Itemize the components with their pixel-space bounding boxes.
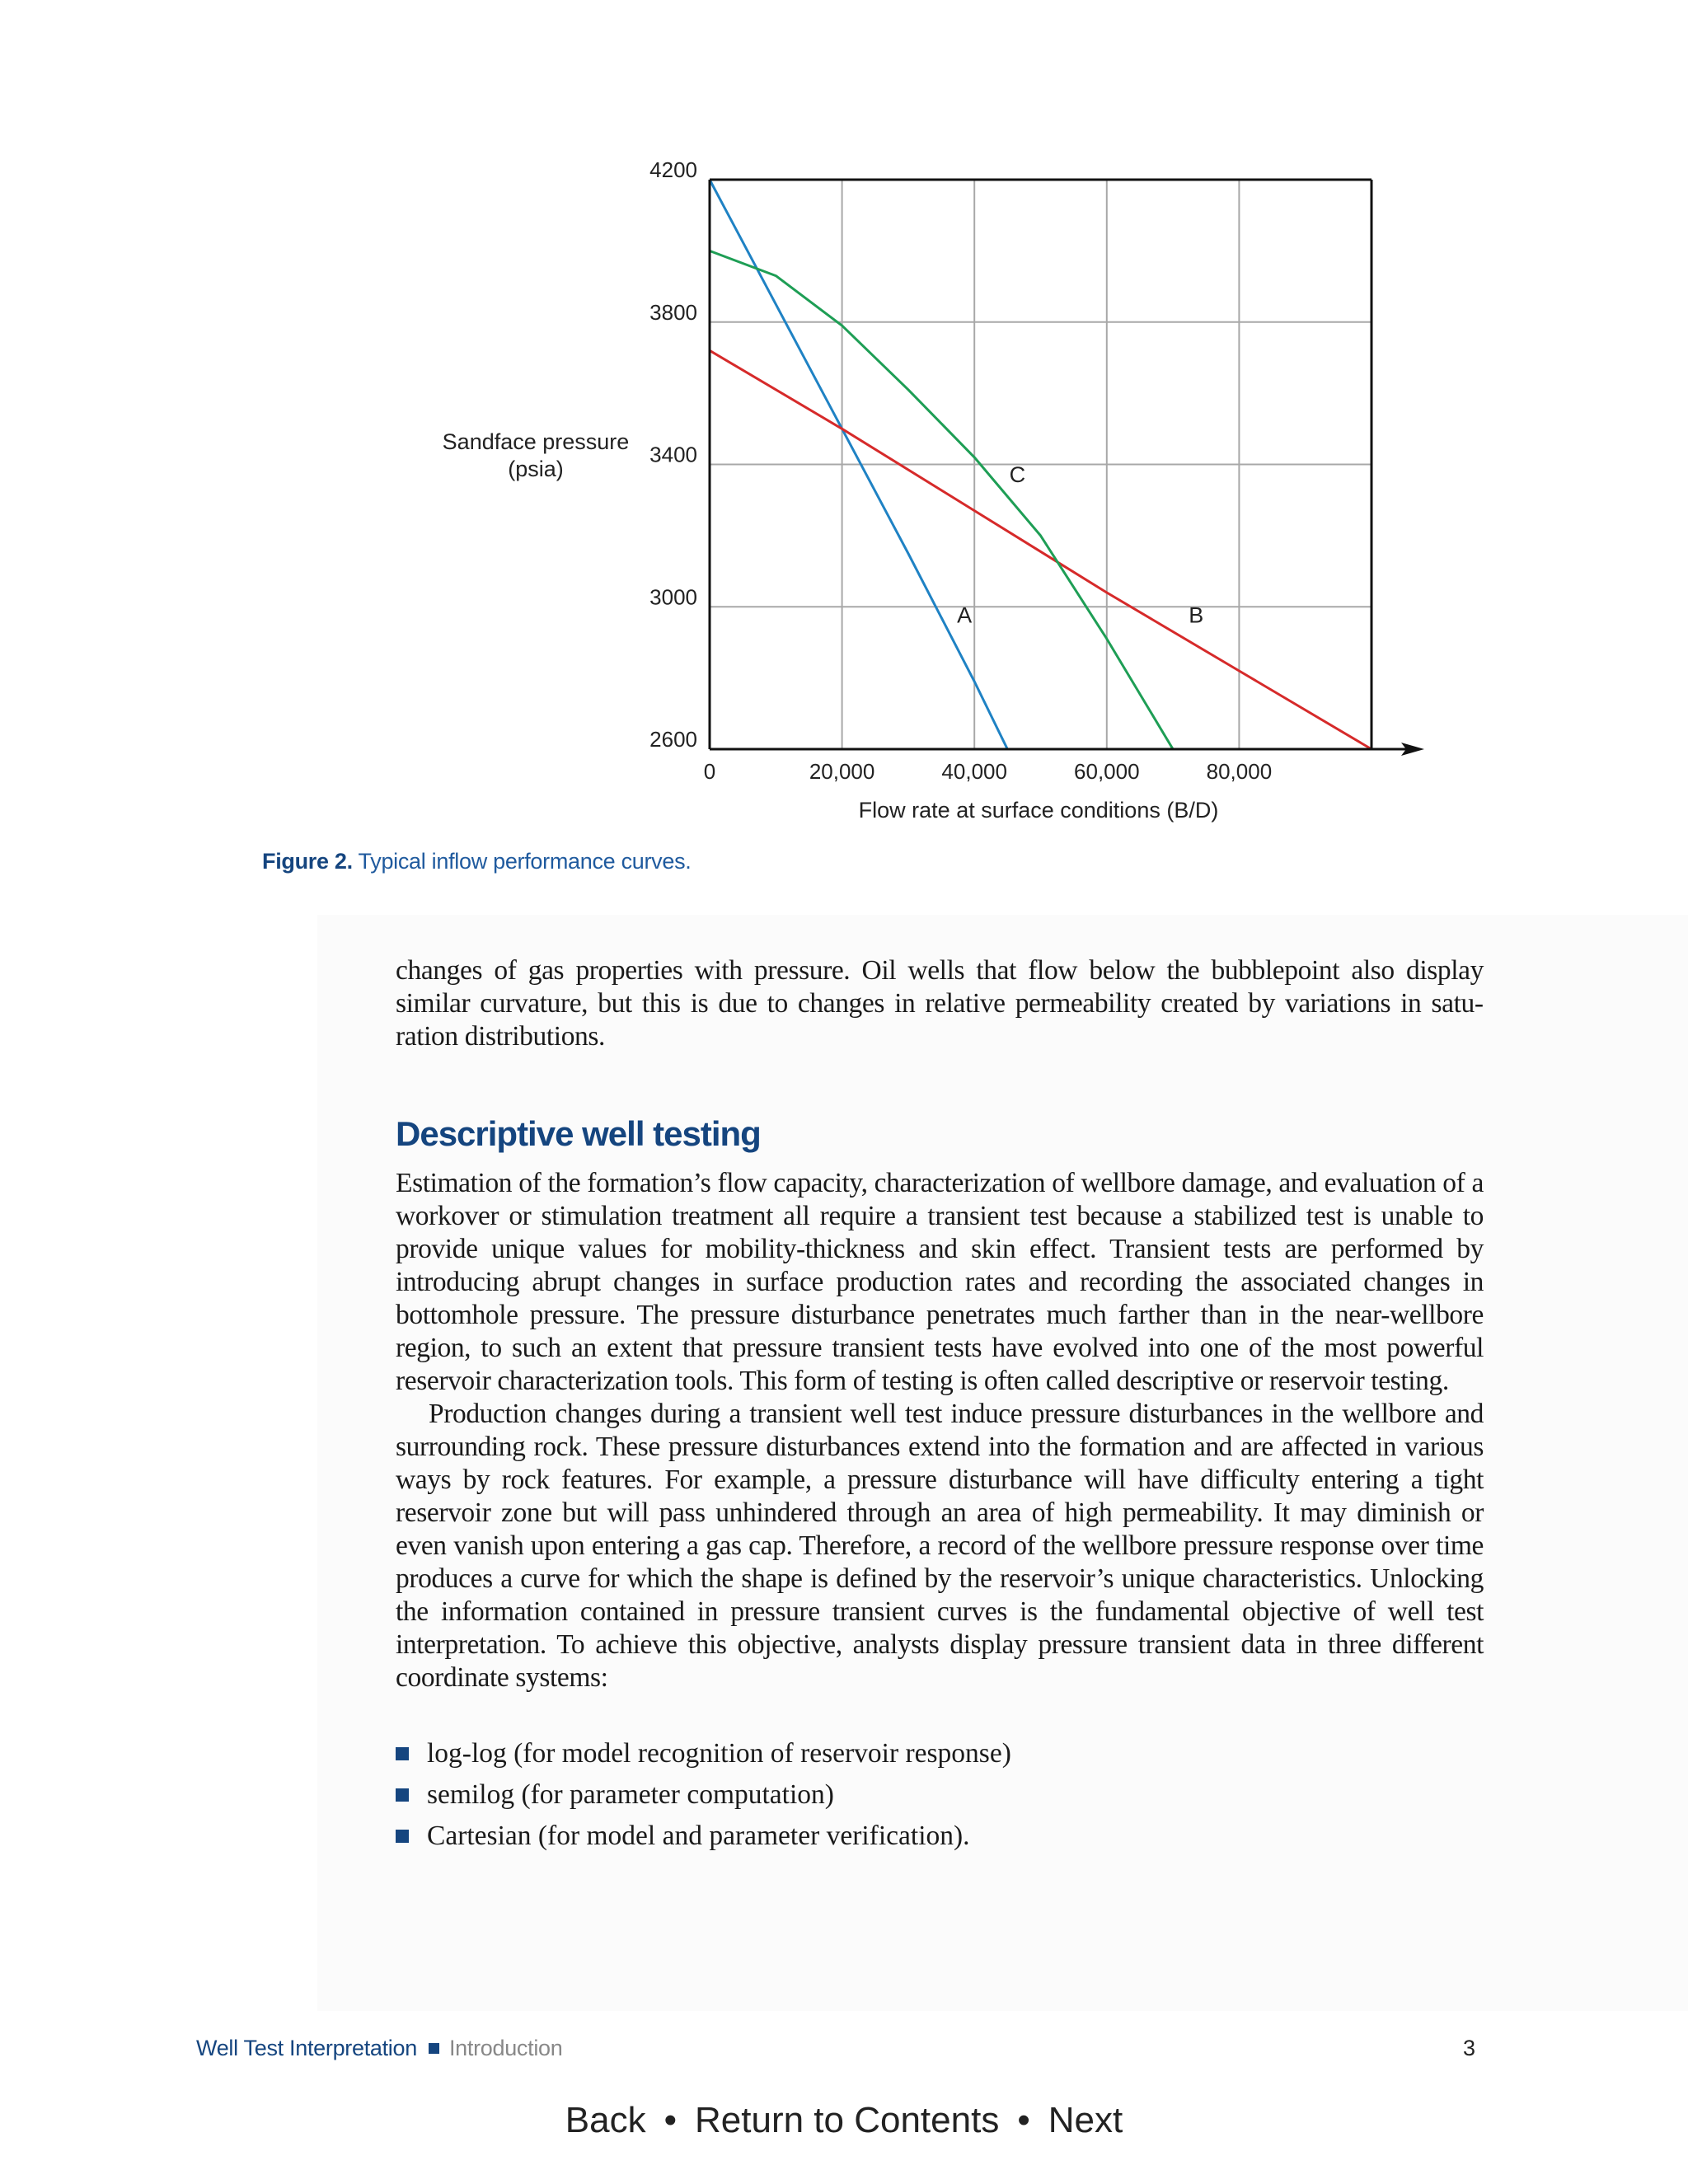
list-item [396,1774,1011,1816]
footer-separator-square-icon [429,2043,439,2054]
series-label-c: C [1009,462,1026,488]
footer-running-title [196,2036,562,2061]
chart-gridlines [710,180,1372,749]
coordinate-systems-list [396,1733,1011,1857]
y-axis-label-line: Sandface pressure [442,429,630,454]
y-tick-label: 3000 [649,584,697,610]
y-tick-label: 2600 [649,727,697,752]
intro-paragraph-text: changes of gas properties with pressure. Oil wells that flow below the bubblepoint also display similar curvature, but this is due to changes in relative permeability created by variations in saturation distributions. [396,955,1484,1052]
list-item-text: log-log (for model recognition of reservoir response) [427,1738,1011,1769]
section-paragraph-2: Production changes during a transient well test induce pressure disturbances in the wellbore and surrounding rock. These pressure disturbances extend into the formation and are affected in various ways by rock features. For example, a pressure disturbance will have difficulty entering a tight reservoir zone but will pass unhindered through an area of high permeability. It may diminish or even vanish upon entering a gas cap. Therefore, a record of the wellbore pressure response over time produces a curve for which the shape is defined by the reservoir’s unique characteristics. Unlocking the information contained in pressure transient curves is the fundamental objective of well test interpretation. To achieve this objective, analysts display pressure transient data in three different coordinate systems: [396,1399,1484,1693]
section-heading: Descriptive well testing [396,1114,761,1153]
x-tick-label: 0 [703,759,716,784]
figure-caption-label: Figure 2. [262,849,353,874]
y-tick-label: 4200 [649,157,697,182]
series-line-b [710,350,1372,749]
list-item [396,1733,1011,1774]
x-tick-label: 20,000 [809,759,875,784]
x-tick-label: 40,000 [941,759,1007,784]
footer-book-title: Well Test Interpretation [196,2036,417,2060]
chart-labels [443,157,1272,823]
section-paragraph-1: Estimation of the formation’s flow capacity, characterization of wellbore damage, and evaluation of a workover or stimulation treatment all require a transient test because a stabilized test is unable to provide unique values for mobility-thickness and skin effect. Transient tests are performed by introducing abrupt changes in surface production rates and recording the associated changes in bottomhole pressure. The pressure disturbance penetrates much farther than in the near-wellbore region, to such an extent that pressure transient tests have evolved into one of the most powerful reservoir characterization tools. This form of testing is often called descriptive or reservoir testing. [396,1168,1484,1396]
series-line-c [710,251,1173,749]
footer-section-name: Introduction [448,2036,563,2060]
x-tick-label: 60,000 [1074,759,1140,784]
figure-caption [262,849,692,874]
back-link[interactable]: Back [565,2100,646,2140]
x-tick-label: 80,000 [1206,759,1273,784]
list-item-text: Cartesian (for model and parameter verification). [427,1821,970,1851]
return-to-contents-link[interactable]: Return to Contents [695,2100,1000,2140]
y-tick-label: 3800 [649,299,697,325]
next-link[interactable]: Next [1048,2100,1123,2140]
nav-separator: • [1017,2100,1030,2140]
section-body [396,1167,1484,1694]
page-number: 3 [1463,2036,1476,2060]
bullet-square-icon [396,1830,409,1843]
y-axis-label-line: (psia) [508,457,564,481]
inflow-performance-chart [0,0,1688,841]
bullet-square-icon [396,1747,409,1760]
list-item [396,1816,1011,1857]
page-navigation [0,2100,1688,2141]
series-label-b: B [1189,602,1204,628]
nav-separator: • [663,2100,677,2140]
x-axis-label: Flow rate at surface conditions (B/D) [858,798,1219,823]
chart-axes [710,180,1424,756]
bullet-square-icon [396,1788,409,1802]
figure-caption-text: Typical inflow performance curves. [352,849,692,874]
y-tick-label: 3400 [649,442,697,467]
intro-paragraph [396,954,1484,1053]
y-axis-label [443,429,630,481]
series-label-a: A [957,602,973,628]
list-item-text: semilog (for parameter computation) [427,1779,834,1810]
